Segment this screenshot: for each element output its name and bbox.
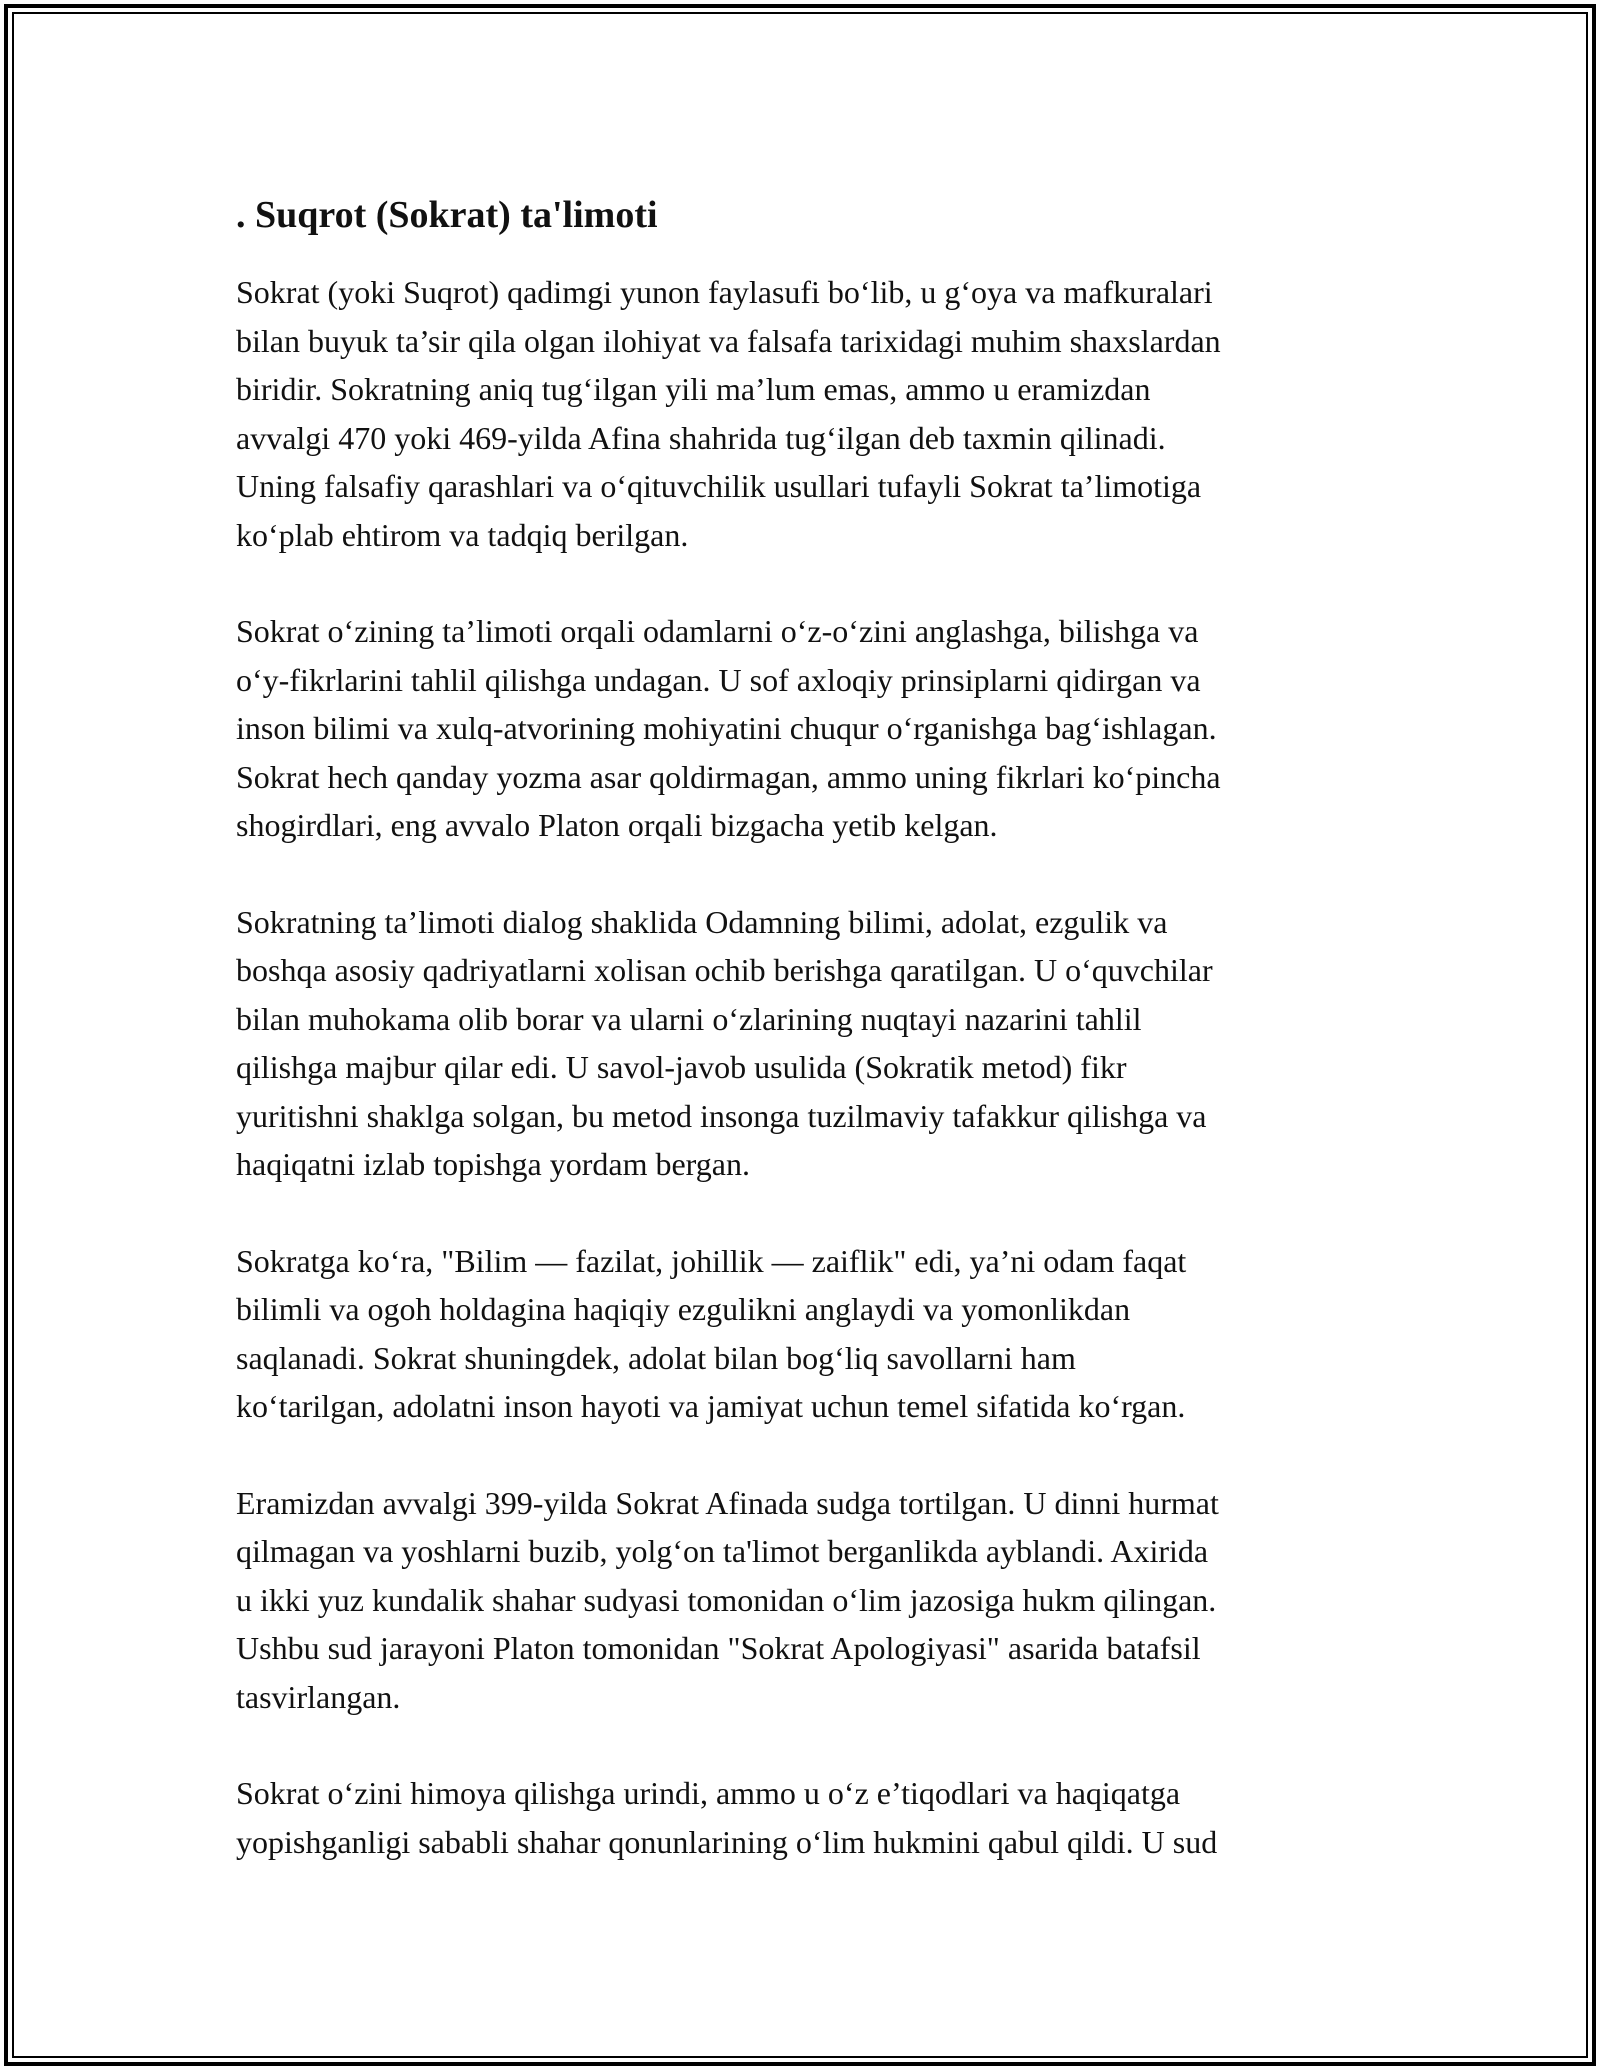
paragraph-4: Sokratga ko‘ra, "Bilim — fazilat, johillik — zaiflik" edi, ya’ni odam faqat bilimli va ogoh holdagina haqiqiy ezgulikni anglaydi va yomonlikdan saqlanadi. Sokrat shuningdek, adolat bilan bog‘liq savollarni ham ko‘tarilgan, adolatni inson hayoti va jamiyat uchun temel sifatida ko‘rgan. — [236, 1242, 1187, 1424]
document-page — [236, 188, 1376, 1914]
paragraph-2: Sokrat o‘zining ta’limoti orqali odamlarni o‘z-o‘zini anglashga, bilishga va o‘y-fikrlarini tahlil qilishga undagan. U sof axloqiy prinsiplarni qidirgan va inson bilimi va xulq-atvorining mohiyatini chuqur o‘rganishga bag‘ishlagan. Sokrat hech qanday yozma asar qoldirmagan, ammo uning fikrlari ko‘pincha shogirdlari, eng avvalo Platon orqali bizgacha yetib kelgan. — [236, 613, 1221, 843]
paragraph-6: Sokrat o‘zini himoya qilishga urindi, ammo u o‘z e’tiqodlari va haqiqatga yopishganligi sababli shahar qonunlarining o‘lim hukmini qabul qildi. U sud — [236, 1775, 1218, 1860]
paragraph-5: Eramizdan avvalgi 399-yilda Sokrat Afinada sudga tortilgan. U dinni hurmat qilmagan va yoshlarni buzib, yolg‘on ta'limot berganlikda ayblandi. Axirida u ikki yuz kundalik shahar sudyasi tomonidan o‘lim jazosiga hukm qilingan. Ushbu sud jarayoni Platon tomonidan "Sokrat Apologiyasi" asarida batafsil tasvirlangan. — [236, 1484, 1219, 1715]
paragraph-1: Sokrat (yoki Suqrot) qadimgi yunon faylasufi bo‘lib, u g‘oya va mafkuralari bilan buyuk ta’sir qila olgan ilohiyat va falsafa tarixidagi muhim shaxslardan biridir. Sokratning aniq tug‘ilgan yili ma’lum emas, ammo u eramizdan avvalgi 470 yoki 469-yilda Afina shahrida tug‘ilgan deb taxmin qilinadi. Uning falsafiy qarashlari va o‘qituvchilik usullari tufayli Sokrat ta’limotiga ko‘plab ehtirom va tadqiq berilgan. — [236, 274, 1221, 553]
paragraph-3: Sokratning ta’limoti dialog shaklida Odamning bilimi, adolat, ezgulik va boshqa asosiy qadriyatlarni xolisan ochib berishga qaratilgan. U o‘quvchilar bilan muhokama olib borar va ularni o‘zlarining nuqtayi nazarini tahlil qilishga majbur qilar edi. U savol-javob usulida (Sokratik metod) fikr yuritishni shaklga solgan, bu metod insonga tuzilmaviy tafakkur qilishga va haqiqatni izlab topishga yordam bergan. — [236, 903, 1213, 1182]
document-title: . Suqrot (Sokrat) ta'limoti — [236, 194, 658, 236]
